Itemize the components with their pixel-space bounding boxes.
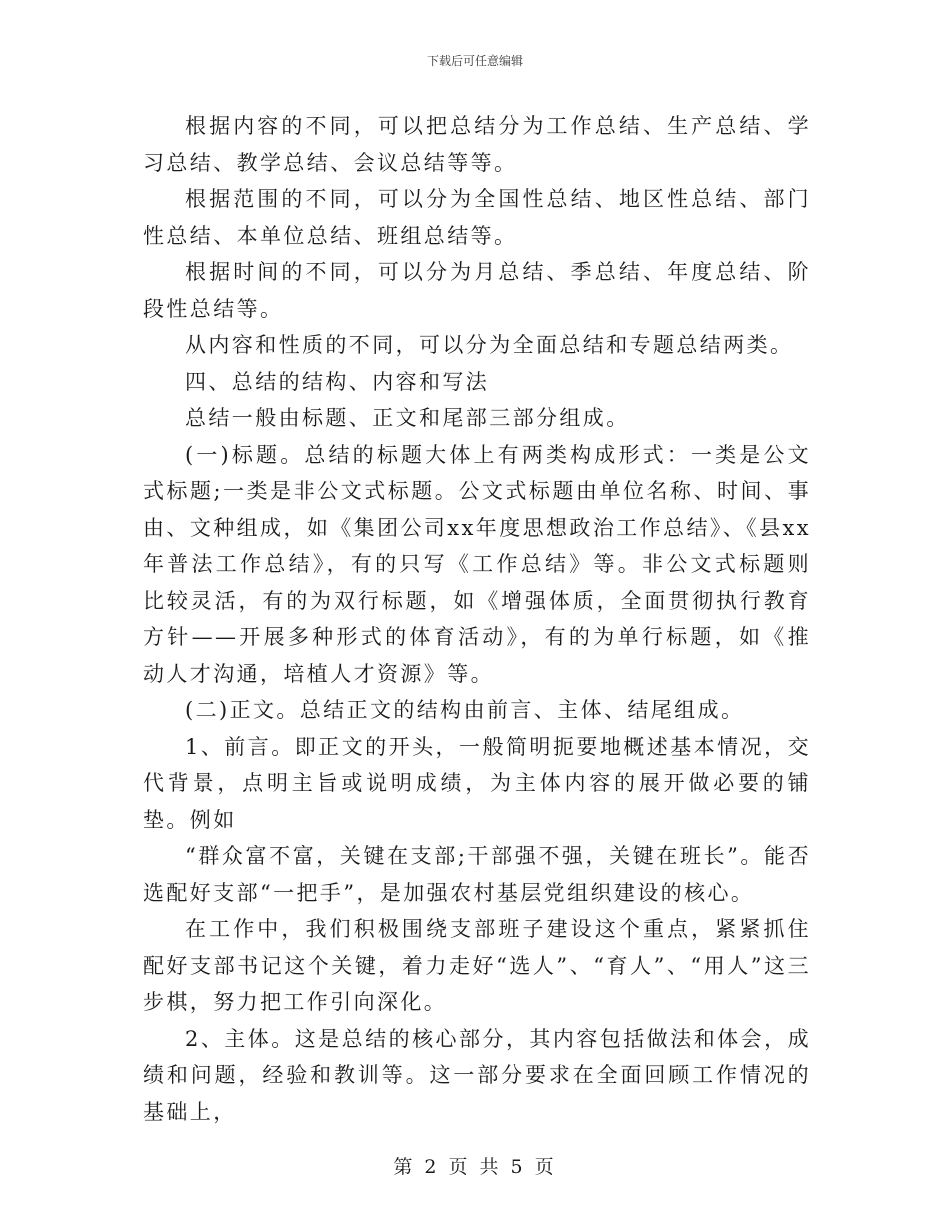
paragraph: 2、主体。这是总结的核心部分，其内容包括做法和体会，成绩和问题，经验和教训等。这一部分要求在全面回顾工作情况的基础上， [143,1026,811,1124]
paragraph: (一)标题。总结的标题大体上有两类构成形式：一类是公文式标题;一类是非公文式标题。公文式标题由单位名称、时间、事由、文种组成，如《集团公司xx年度思想政治工作总结》、《县xx年普法工作总结》，有的只写《工作总结》等。非公文式标题则比较灵活，有的为双行标题，如《增强体质，全面贯彻执行教育方针——开展多种形式的体育活动》，有的为单行标题，如《推动人才沟通，培植人才资源》等。 [143,442,811,686]
paragraph: 总结一般由标题、正文和尾部三部分组成。 [185,406,630,430]
page-header-note: 下载后可任意编辑 [426,54,523,68]
paragraph: (二)正文。总结正文的结构由前言、主体、结尾组成。 [185,698,745,722]
section-heading: 四、总结的结构、内容和写法 [185,369,490,394]
paragraph: 根据时间的不同，可以分为月总结、季总结、年度总结、阶段性总结等。 [143,260,811,321]
page-number-footer: 第 2 页 共 5 页 [393,1156,557,1178]
paragraph: 在工作中，我们积极围绕支部班子建设这个重点，紧紧抓住配好支部书记这个关键，着力走好“选人”、“育人”、“用人”这三步棋，努力把工作引向深化。 [143,917,811,1014]
paragraph: 从内容和性质的不同，可以分为全面总结和专题总结两类。 [185,333,794,357]
paragraph: 根据内容的不同，可以把总结分为工作总结、生产总结、学习总结、教学总结、会议总结等等。 [143,114,811,175]
paragraph: 根据范围的不同，可以分为全国性总结、地区性总结、部门性总结、本单位总结、班组总结等。 [143,187,811,248]
quote-paragraph: “群众富不富，关键在支部;干部强不强，关键在班长”。能否选配好支部“一把手”，是加强农村基层党组织建设的核心。 [143,844,811,905]
document-body [143,108,811,1130]
paragraph: 1、前言。即正文的开头，一般简明扼要地概述基本情况，交代背景，点明主旨或说明成绩，为主体内容的展开做必要的铺垫。例如 [143,734,811,832]
